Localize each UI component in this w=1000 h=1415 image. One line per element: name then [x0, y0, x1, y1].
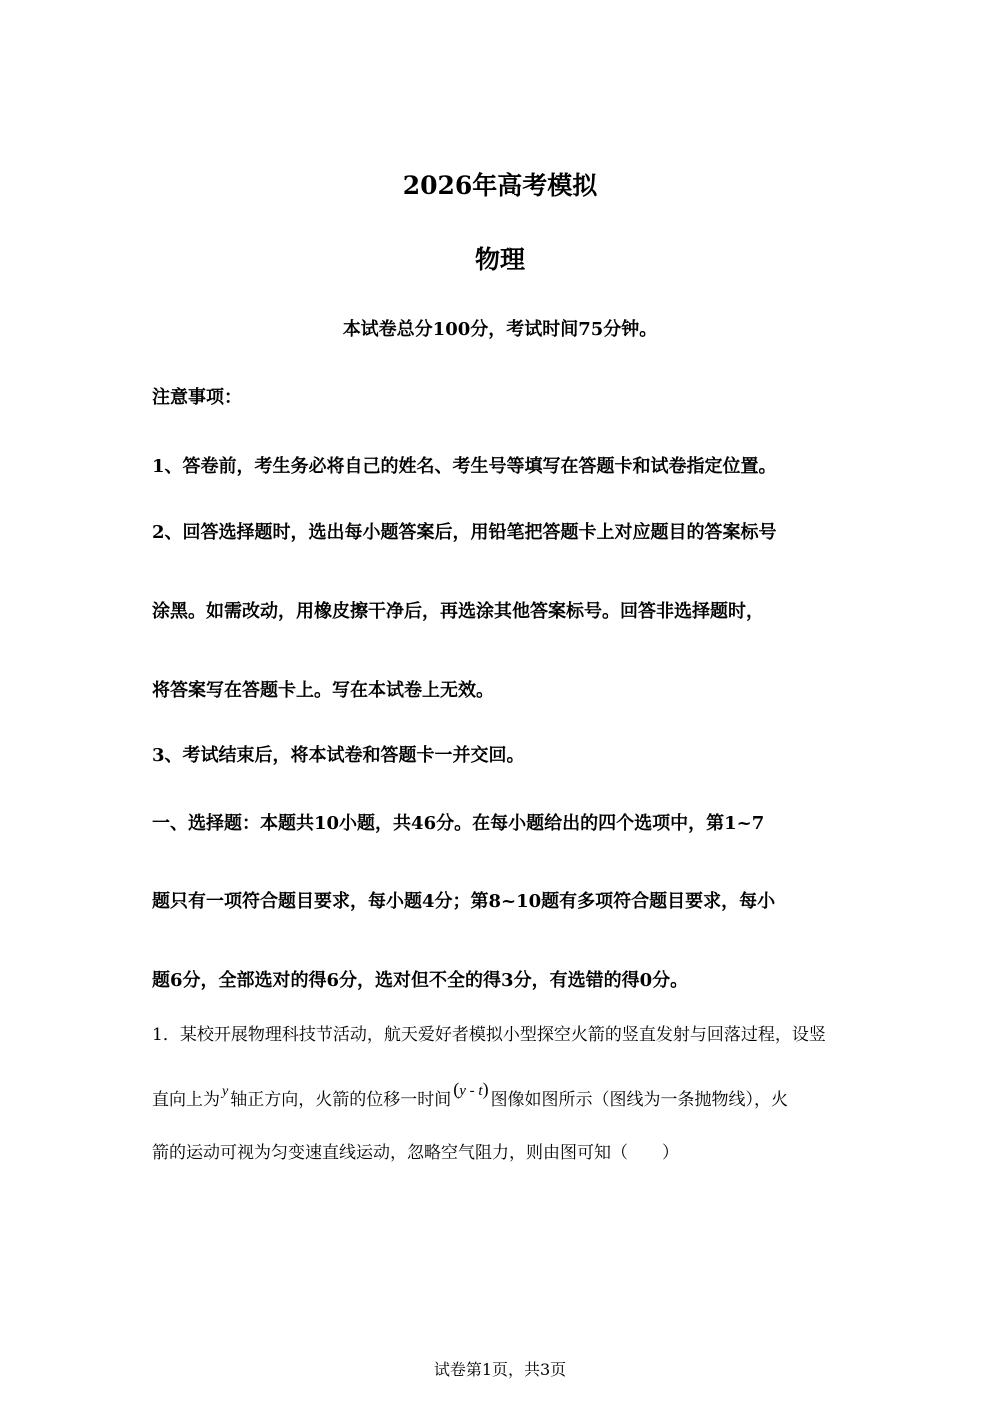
section1-line-2: 题只有一项符合题目要求，每小题4分；第8~10题有多项符合题目要求，每小: [152, 891, 776, 912]
variable-y: y: [222, 1084, 229, 1099]
exam-title: 2026年高考模拟: [402, 171, 598, 200]
paren-open: (: [453, 1079, 460, 1099]
section1-line-1: 一、选择题：本题共10小题，共46分。在每小题给出的四个选项中，第1~7: [152, 813, 765, 834]
var-yt-dash: -: [465, 1083, 479, 1099]
paren-close: ): [482, 1079, 489, 1099]
subject-title: 物理: [474, 245, 525, 274]
question1-line-3: 箭的运动可视为匀变速直线运动，忽略空气阻力，则由图可知（ ）: [152, 1143, 679, 1163]
question1-text-b: 轴正方向，火箭的位移一时间: [230, 1090, 452, 1110]
question1-text-c: 图像如图所示（图线为一条抛物线），火: [490, 1090, 789, 1110]
page-footer: 试卷第1页，共3页: [433, 1360, 567, 1379]
section1-line-3: 题6分，全部选对的得6分，选对但不全的得3分，有选错的得0分。: [152, 970, 689, 991]
question1-line-2: [152, 1079, 789, 1110]
note-line-1: 1、答卷前，考生务必将自己的姓名、考生号等填写在答题卡和试卷指定位置。: [152, 456, 777, 477]
note-line-2: 2、回答选择题时，选出每小题答案后，用铅笔把答题卡上对应题目的答案标号: [152, 522, 777, 543]
note-line-5: 3、考试结束后，将本试卷和答题卡一并交回。: [152, 745, 525, 766]
question1-text-a: 直向上为: [152, 1090, 220, 1110]
note-line-4: 将答案写在答题卡上。写在本试卷上无效。: [152, 680, 494, 701]
exam-info: 本试卷总分100分，考试时间75分钟。: [342, 319, 658, 340]
notes-heading: 注意事项：: [152, 387, 242, 408]
var-yt-t: t: [478, 1083, 483, 1099]
var-yt-y: y: [459, 1083, 466, 1099]
question1-line-1: 1．某校开展物理科技节活动，航天爱好者模拟小型探空火箭的竖直发射与回落过程，设竖: [152, 1025, 826, 1045]
variable-y-t: [453, 1079, 489, 1099]
note-line-3: 涂黑。如需改动，用橡皮擦干净后，再选涂其他答案标号。回答非选择题时，: [152, 601, 764, 622]
